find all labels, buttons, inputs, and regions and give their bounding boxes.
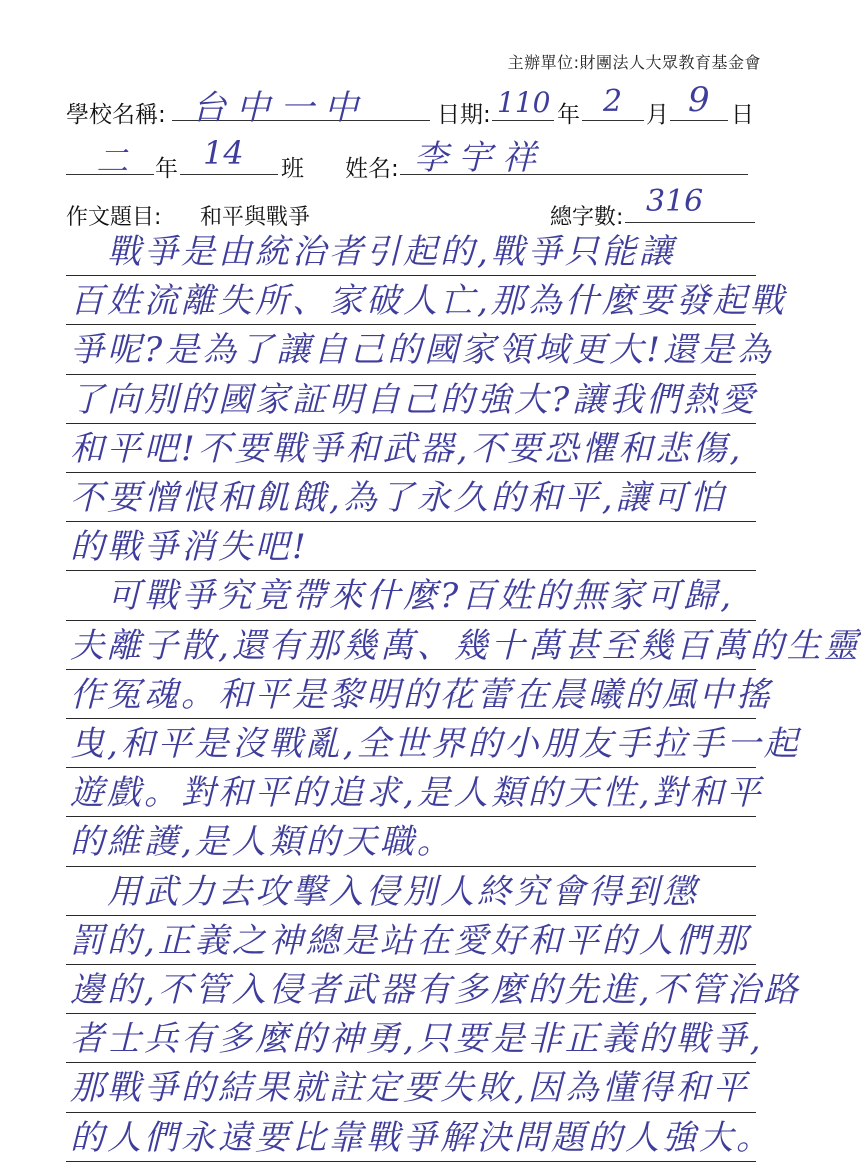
ruled-line [66,816,756,817]
ruled-line [66,915,756,916]
day-value: 9 [688,80,710,120]
ruled-line [66,866,756,867]
year-value: 110 [497,86,551,119]
ruled-line [66,1112,756,1113]
essay-line: 爭呢?是為了讓自己的國家領域更大!還是為 [70,330,774,371]
grade-value: 二 [96,142,129,180]
date-label: 日期: [437,102,491,128]
essay-line: 夫離子散,還有那幾萬、幾十萬甚至幾百萬的生靈 [70,625,861,666]
month-blank [582,120,644,121]
sponsor-text: 主辦單位:財團法人大眾教育基金會 [507,53,761,72]
class-value: 14 [203,134,244,172]
name-value: 李宇祥 [414,138,546,178]
ruled-line [66,767,756,768]
essay-line: 和平吧!不要戰爭和武器,不要恐懼和悲傷, [70,428,744,469]
essay-line: 那戰爭的結果就註定要失敗,因為懂得和平 [70,1068,750,1109]
ruled-line [66,718,756,719]
year-label: 年 [557,102,580,128]
wordcount-label: 總字數: [550,205,624,230]
class-label: 班 [281,156,304,182]
essay-line: 的維護,是人類的天職。 [70,822,454,863]
day-blank [670,120,728,121]
essay-line: 了向別的國家証明自己的強大?讓我們熱愛 [70,379,758,420]
essay-line: 的人們永遠要比靠戰爭解決問題的人強大。 [70,1117,773,1158]
essay-line: 百姓流離失所、家破人亡,那為什麼要發起戰 [70,281,787,322]
essay-line: 戰爭是由統治者引起的,戰爭只能讓 [70,232,676,272]
essay-line: 可戰爭究竟帶來什麼?百姓的無家可歸, [70,576,735,617]
day-label: 日 [731,102,754,128]
ruled-line [66,521,756,522]
essay-line: 曳,和平是沒戰亂,全世界的小朋友手拉手一起 [70,724,801,764]
essay-line: 罰的,正義之神總是站在愛好和平的人們那 [70,920,750,961]
topic-label: 作文題目: [66,205,162,230]
essay-line: 作冤魂。和平是黎明的花蕾在晨曦的風中搖 [70,674,773,715]
month-value: 2 [603,84,623,119]
ruled-line [66,275,756,276]
essay-line: 的戰爭消失吧! [70,527,309,568]
wordcount-value: 316 [646,184,704,219]
ruled-line [66,964,756,965]
month-label: 月 [646,102,669,128]
essay-line: 邊的,不管入侵者武器有多麼的先進,不管治路 [70,970,801,1010]
essay-line: 用武力去攻擊入侵別人終究會得到懲 [70,871,699,912]
ruled-line [66,1161,756,1162]
class-blank [180,174,278,175]
year-blank [492,120,554,121]
topic-value: 和平與戰爭 [200,205,311,230]
essay-line: 者士兵有多麼的神勇,只要是非正義的戰爭, [70,1019,764,1060]
ruled-line [66,472,756,473]
ruled-line [66,324,756,325]
ruled-line [66,669,756,670]
wordcount-blank [625,222,755,223]
ruled-line [66,1013,756,1014]
ruled-line [66,1062,756,1063]
school-label: 學校名稱: [66,102,166,128]
name-label: 姓名: [345,156,399,182]
essay-line: 不要憎恨和飢餓,為了永久的和平,讓可怕 [70,478,727,518]
essay-line: 遊戲。對和平的追求,是人類的天性,對和平 [70,773,764,814]
ruled-line [66,374,756,375]
school-value: 台中一中 [192,88,368,128]
ruled-line [66,423,756,424]
ruled-line [66,620,756,621]
grade-label: 年 [155,156,178,182]
ruled-line [66,570,756,571]
